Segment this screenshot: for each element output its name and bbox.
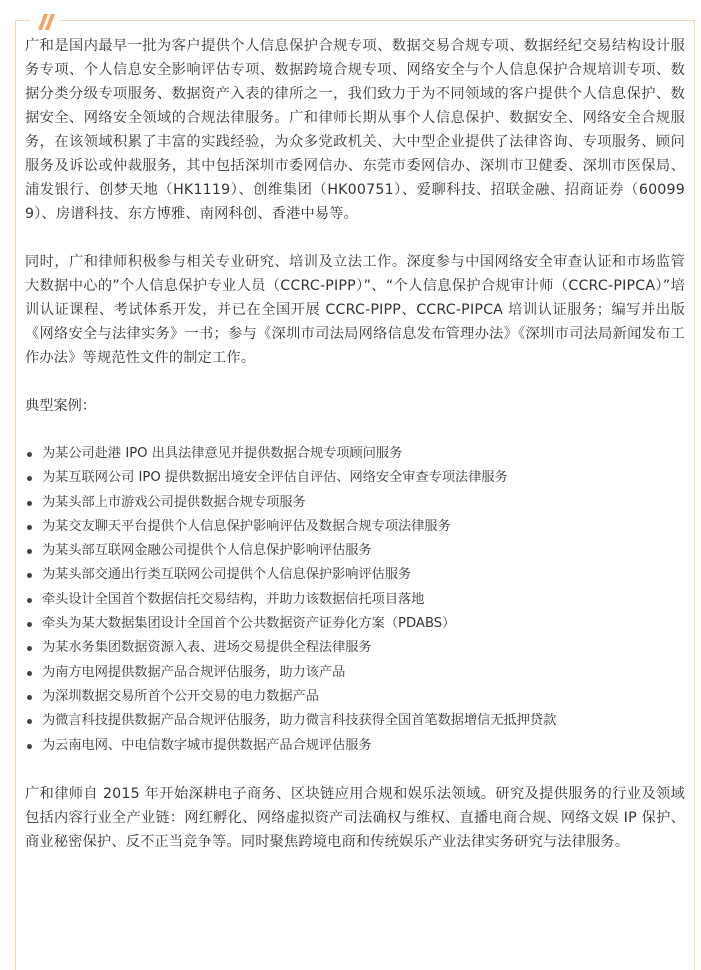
bullet-icon xyxy=(27,646,32,651)
case-list xyxy=(25,442,685,758)
research-paragraph: 同时，广和律师积极参与相关专业研究、培训及立法工作。深度参与中国网络安全审查认证和市场监管大数据中心的”个人信息保护专业人员（CCRC-PIPP）”、“个人信息保护合规审计师（CCRC-PIPCA）”培训认证课程、考试体系开发，并已在全国开展 CCRC-PIPP、CCRC-PIPCA 培训认证服务；编写并出版《网络安全与法律实务》一书；参与《深圳市司法局网络信息发布管理办法》《深圳市司法局新闻发布工作办法》等规范性文件的制定工作。 xyxy=(25,254,685,366)
case-item: 为某公司赴港 IPO 出具法律意见并提供数据合规专项顾问服务 xyxy=(25,442,685,466)
bullet-icon xyxy=(27,452,32,457)
double-slash-quote-icon xyxy=(30,12,60,32)
case-item: 为南方电网提供数据产品合规评估服务，助力该产品 xyxy=(25,661,685,685)
bullet-icon xyxy=(27,549,32,554)
case-item: 为微言科技提供数据产品合规评估服务，助力微言科技获得全国首笔数据增信无抵押贷款 xyxy=(25,709,685,733)
intro-paragraph: 广和是国内最早一批为客户提供个人信息保护合规专项、数据交易合规专项、数据经纪交易结构设计服务专项、个人信息安全影响评估专项、数据跨境合规专项、网络安全与个人信息保护合规培训专项、数据分类分级专项服务、数据资产入表的律所之一，我们致力于为不同领域的客户提供个人信息保护、数据安全、网络安全领域的合规法律服务。广和律师长期从事个人信息保护、数据安全、网络安全合规服务，在该领域积累了丰富的实践经验，为众多党政机关、大中型企业提供了法律咨询、专项服务、顾问服务及诉讼或仲裁服务，其中包括深圳市委网信办、东莞市委网信办、深圳市卫健委、深圳市医保局、浦发银行、创梦天地（HK1119）、创维集团（HK00751）、爱聊科技、招联金融、招商证券（600999）、房谱科技、东方博雅、南网科创、香港中易等。 xyxy=(25,38,685,222)
case-item: 为深圳数据交易所首个公开交易的电力数据产品 xyxy=(25,685,685,709)
bullet-icon xyxy=(27,671,32,676)
bullet-icon xyxy=(27,501,32,506)
case-item: 为某水务集团数据资源入表、进场交易提供全程法律服务 xyxy=(25,636,685,660)
ecommerce-paragraph: 广和律师自 2015 年开始深耕电子商务、区块链应用合规和娱乐法领域。研究及提供服务的行业及领域包括内容行业全产业链：网红孵化、网络虚拟资产司法确权与维权、直播电商合规、网络文娱 IP 保护、商业秘密保护、反不正当竞争等。同时聚焦跨境电商和传统娱乐产业法律实务研究与法律服务。 xyxy=(25,785,685,850)
cases-heading: 典型案例： xyxy=(25,398,96,414)
case-item: 为某头部互联网金融公司提供个人信息保护影响评估服务 xyxy=(25,539,685,563)
case-item: 为云南电网、中电信数字城市提供数据产品合规评估服务 xyxy=(25,734,685,758)
case-item: 为某头部交通出行类互联网公司提供个人信息保护影响评估服务 xyxy=(25,563,685,587)
bullet-icon xyxy=(27,525,32,530)
case-item: 为某交友聊天平台提供个人信息保护影响评估及数据合规专项法律服务 xyxy=(25,515,685,539)
bullet-icon xyxy=(27,598,32,603)
bullet-icon xyxy=(27,695,32,700)
case-item: 牵头设计全国首个数据信托交易结构，并助力该数据信托项目落地 xyxy=(25,588,685,612)
bullet-icon xyxy=(27,476,32,481)
bullet-icon xyxy=(27,744,32,749)
case-item: 牵头为某大数据集团设计全国首个公共数据资产证券化方案（PDABS） xyxy=(25,612,685,636)
case-item: 为某头部上市游戏公司提供数据合规专项服务 xyxy=(25,491,685,515)
bullet-icon xyxy=(27,573,32,578)
bullet-icon xyxy=(27,622,32,627)
case-item: 为某互联网公司 IPO 提供数据出境安全评估自评估、网络安全审查专项法律服务 xyxy=(25,466,685,490)
bullet-icon xyxy=(27,719,32,724)
article-body xyxy=(25,34,685,854)
